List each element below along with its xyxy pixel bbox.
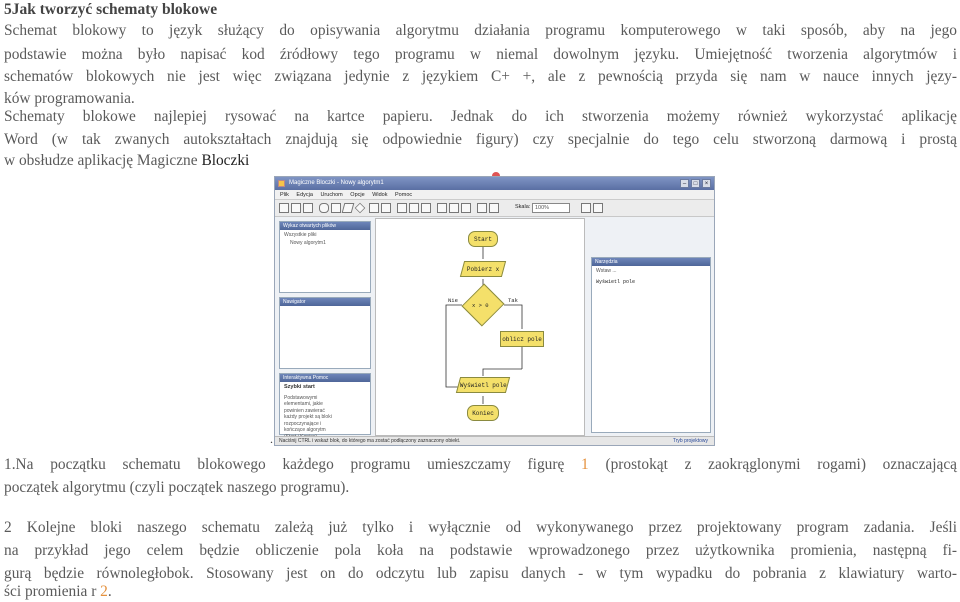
paragraph-4-line-4 [4,582,112,602]
paragraph-1-line-1: Schemat blokowy to język służący do opisywania algorytmu działania programu komputerowego w taki sposób, aby na jego [4,22,957,39]
menu-widok[interactable]: Widok [372,192,388,198]
paragraph-4-line-3: gurą będzie równoległobok. Stosowany jest on do odczytu lub zapisu danych - w tym wypadku do pobrania z klawiatury warto- [4,565,957,582]
paragraph-3-text-a: 1.Na początku schematu blokowego każdego programu umieszczamy figurę [4,456,582,473]
tools-panel [591,257,711,433]
figure-2-ref: 2 [100,583,108,600]
paragraph-4-line-2: na przykład jego celem będzie obliczenie pola koła na podstawie wprowadzonego przez użytkownika promienia, następną fi- [4,542,957,559]
start-block-icon[interactable] [319,203,329,213]
status-text: Naciśnij CTRL i wskaż blok, do którego ma zostać podłączony zaznaczony obiekt. [279,438,461,444]
info-icon[interactable] [593,203,603,213]
stop-icon[interactable] [421,203,431,213]
decision-label: x > 0 [472,302,489,309]
menu-uruchom[interactable]: Uruchom [320,192,343,198]
end-block[interactable] [467,405,499,421]
input-block[interactable] [460,261,506,277]
help-heading: Szybki start [284,384,315,390]
paragraph-3-line-2: początek algorytmu (czyli początek naszego programu). [4,479,350,496]
mode-indicator: Tryb projektowy [672,438,708,444]
io-block-icon[interactable] [342,203,355,213]
close-icon[interactable]: × [702,179,711,188]
start-block[interactable] [468,231,498,247]
minimize-icon[interactable]: – [680,179,689,188]
navigator-title: Nawigator [280,298,370,306]
cut-icon[interactable] [437,203,447,213]
paragraph-4-text-a: ści promienia r [4,583,101,600]
paragraph-2-text: w obsłudze aplikację Magiczne [4,152,202,169]
run-icon[interactable] [397,203,407,213]
copy-icon[interactable] [449,203,459,213]
paragraph-1-line-4: ków programowania. [4,90,135,107]
paragraph-2-line-1: Schematy blokowe najlepiej rysować na kartce papieru. Jednak do ich stworzenia możemy również wykorzystać aplikację [4,108,957,125]
save-icon[interactable] [303,203,313,213]
paragraph-2-line-3 [4,151,249,171]
help-panel [279,373,371,435]
help-title: Interaktywna Pomoc [280,374,370,382]
menu-edycja[interactable]: Edycja [296,192,313,198]
app-title: Magiczne Bloczki - Nowy algorytm1 [289,180,384,186]
menu-opcje[interactable]: Opcje [350,192,365,198]
tools-insert[interactable]: Wstaw ... [596,268,617,274]
help-icon[interactable] [581,203,591,213]
decision-yes-label: Tak [508,297,518,304]
section-heading: 5Jak tworzyć schematy blokowe [4,1,218,18]
menu-plik[interactable]: Plik [280,192,289,198]
open-files-title: Wykaz otwartych plików [280,222,370,230]
end-block-label: Koniec [472,409,494,417]
decision-block-icon[interactable] [355,203,366,214]
zoom-label: Skala: [515,204,531,210]
app-statusbar [275,436,714,445]
paste-icon[interactable] [461,203,471,213]
app-icon [278,180,285,187]
paragraph-4-text-b: . [107,583,112,600]
open-files-panel [279,221,371,293]
zoom-select[interactable]: 100% [532,203,570,213]
maximize-icon[interactable]: □ [691,179,700,188]
flowchart-canvas[interactable] [375,218,585,436]
output-block[interactable] [456,377,510,393]
app-titlebar [275,177,714,190]
files-root[interactable]: Wszystkie pliki [284,232,317,238]
start-block-label: Start [473,235,492,243]
paragraph-1-line-2: podstawie można było napisać kod źródłowy tego programu w niemal dowolnym języku. Umiejętność tworzenia algorytmów i [4,46,957,63]
link-icon[interactable] [381,203,391,213]
process-block[interactable] [500,331,544,347]
bloczki-link[interactable]: Bloczki [201,152,250,169]
files-item[interactable]: Nowy algorytm1 [290,239,326,246]
paragraph-2-line-2: Word (w tak zwanych autokształtach znajdują się odpowiednie figury) czy specjalnie do tego celu stworzoną darmową i prostą [4,131,957,148]
paragraph-4-line-1: 2 Kolejne bloki naszego schematu zależą już tylko i wyłącznie od wykonywanego przez projektowany program zadania. Jeśli [4,519,957,536]
navigator-panel [279,297,371,369]
input-block-label: Pobierz x [466,265,500,273]
app-screenshot [274,176,715,446]
connector-process-output-b [483,369,522,376]
menu-pomoc[interactable]: Pomoc [395,192,413,198]
process-block-icon[interactable] [331,203,341,213]
paragraph-1-line-3: schematów blokowych nie jest więc związana jedynie z językiem C+ +, ale z pewnością przyda się nam w nauce innych języ- [4,68,957,85]
arrow-icon[interactable] [369,203,379,213]
zoom-out-icon[interactable] [489,203,499,213]
decision-no-label: Nie [448,297,458,304]
connector-yes [504,305,522,329]
process-block-label: oblicz pole [502,335,542,343]
figure-1-ref: 1 [581,456,589,473]
paragraph-3-line-1 [4,455,957,475]
app-menubar [275,190,714,200]
open-icon[interactable] [291,203,301,213]
help-text: Podstawowymi elementami, jakie powinien zawierać każdy projekt są bloki rozpoczynające i kończące algorytm [284,394,332,433]
stray-dot: . [270,432,273,446]
app-toolbar [275,200,714,217]
output-block-label: Wyświetl pole [459,381,507,389]
step-icon[interactable] [409,203,419,213]
tools-title: Narzędzia [592,258,710,266]
paragraph-3-text-b: (prostokąt z zaokrąglonymi rogami) oznaczającą [588,456,958,473]
zoom-in-icon[interactable] [477,203,487,213]
new-icon[interactable] [279,203,289,213]
tools-content[interactable]: Wyświetl pole [596,278,636,285]
